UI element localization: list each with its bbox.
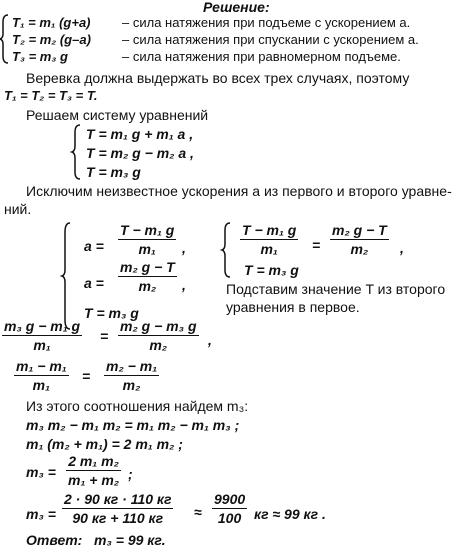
numerator: m₂ − m₁ bbox=[106, 358, 158, 374]
system1-eq-3: T₃ = m₃ g bbox=[12, 49, 68, 64]
system2-row-2: T = m₂ g − m₂ a , bbox=[86, 145, 194, 161]
numerator: 9900 bbox=[214, 491, 246, 507]
eq10-fraction-2 bbox=[212, 491, 247, 526]
eq5-right-fraction bbox=[118, 318, 199, 353]
system3-row-3: T = m₃ g bbox=[84, 305, 139, 321]
brace-left bbox=[0, 14, 10, 64]
system3-a1-fraction bbox=[118, 222, 176, 257]
answer-value: m₃ = 99 кг. bbox=[94, 532, 166, 548]
numerator: m₃ g − m₁ g bbox=[4, 318, 81, 334]
denominator: 100 bbox=[217, 510, 242, 526]
system1-desc-1: – сила натяжения при подъеме с ускорением a. bbox=[122, 15, 411, 30]
eq9-tail: ; bbox=[128, 466, 133, 482]
numerator: 2 m₁ m₂ bbox=[68, 453, 119, 469]
eq10-unit: кг ≈ 99 кг . bbox=[254, 506, 326, 522]
eq9-fraction bbox=[66, 453, 121, 488]
denominator: m₁ bbox=[32, 377, 51, 393]
brace-left bbox=[222, 222, 232, 278]
eq9-lhs: m₃ = bbox=[26, 464, 56, 480]
para1-line2: T₁ = T₂ = T₃ = T. bbox=[4, 88, 98, 103]
system3-a2-lhs: a = bbox=[84, 275, 104, 291]
para3-line2: ний. bbox=[4, 201, 32, 217]
para1-line1: Веревка должна выдержать во всех трех случаях, поэтому bbox=[26, 70, 410, 86]
system1-desc-3: – сила натяжения при равномерном подъеме. bbox=[122, 49, 401, 64]
brace-left bbox=[72, 124, 82, 180]
denominator: m₁ + m₂ bbox=[68, 472, 120, 488]
eq6-right-fraction bbox=[104, 358, 159, 393]
numerator: T − m₁ g bbox=[242, 222, 297, 238]
denominator: 90 кг + 110 кг bbox=[72, 510, 164, 526]
eq10-fraction bbox=[62, 491, 173, 526]
para3-line1: Исключим неизвестное ускорения a из первого и второго уравне- bbox=[26, 183, 452, 199]
numerator: 2 · 90 кг · 110 кг bbox=[64, 491, 172, 507]
para4: Из этого соотношения найдем m₃: bbox=[26, 398, 249, 414]
brace-left bbox=[62, 222, 72, 330]
system1-eq-1: T₁ = m₁ (g+a) bbox=[12, 15, 91, 30]
eq6-equals: = bbox=[82, 368, 91, 384]
answer-label: Ответ: bbox=[26, 532, 83, 548]
denominator: m₂ bbox=[138, 278, 157, 294]
eq6-left-fraction bbox=[14, 358, 69, 393]
denominator: m₁ bbox=[138, 241, 156, 257]
system4-equals: = bbox=[312, 237, 321, 253]
numerator: m₂ g − m₃ g bbox=[120, 318, 197, 334]
numerator: m₁ − m₁ bbox=[16, 358, 67, 374]
system4-left-fraction bbox=[240, 222, 298, 257]
denominator: m₂ bbox=[149, 337, 168, 353]
system2-row-1: T = m₁ g + m₁ a , bbox=[86, 126, 194, 142]
page-title: Решение: bbox=[203, 0, 270, 15]
para2: Решаем систему уравнений bbox=[26, 107, 209, 123]
numerator: T − m₁ g bbox=[120, 222, 175, 238]
system3-a2-tail: , bbox=[182, 277, 186, 293]
eq5-tail: , bbox=[208, 332, 212, 348]
note-line2: уравнения в первое. bbox=[226, 299, 360, 315]
eq5-left-fraction bbox=[2, 318, 82, 353]
numerator: m₂ g − T bbox=[120, 259, 175, 275]
eq10-lhs: m₃ = bbox=[26, 506, 56, 522]
system4-right-fraction bbox=[330, 222, 389, 257]
note-line1: Подставим значение T из второго bbox=[226, 281, 446, 297]
system4-tail: , bbox=[400, 240, 404, 256]
system4-row-2: T = m₃ g bbox=[244, 262, 299, 278]
eq10-approx: ≈ bbox=[194, 504, 202, 520]
system3-a1-tail: , bbox=[182, 240, 186, 256]
eq7: m₃ m₂ − m₁ m₂ = m₁ m₂ − m₁ m₃ ; bbox=[26, 417, 240, 433]
denominator: m₁ bbox=[260, 241, 278, 257]
denominator: m₁ bbox=[33, 337, 51, 353]
system1-desc-2: – сила натяжения при спускании с ускорением a. bbox=[122, 32, 419, 47]
eq5-equals: = bbox=[100, 328, 109, 344]
system3-a2-fraction bbox=[118, 259, 177, 294]
denominator: m₂ bbox=[350, 241, 369, 257]
numerator: m₂ g − T bbox=[332, 222, 387, 238]
eq8: m₁ (m₂ + m₁) = 2 m₁ m₂ ; bbox=[26, 436, 183, 452]
denominator: m₂ bbox=[122, 377, 141, 393]
system3-a1-lhs: a = bbox=[84, 238, 104, 254]
system2-row-3: T = m₃ g bbox=[86, 164, 141, 180]
system1-eq-2: T₂ = m₂ (g–a) bbox=[12, 32, 91, 47]
